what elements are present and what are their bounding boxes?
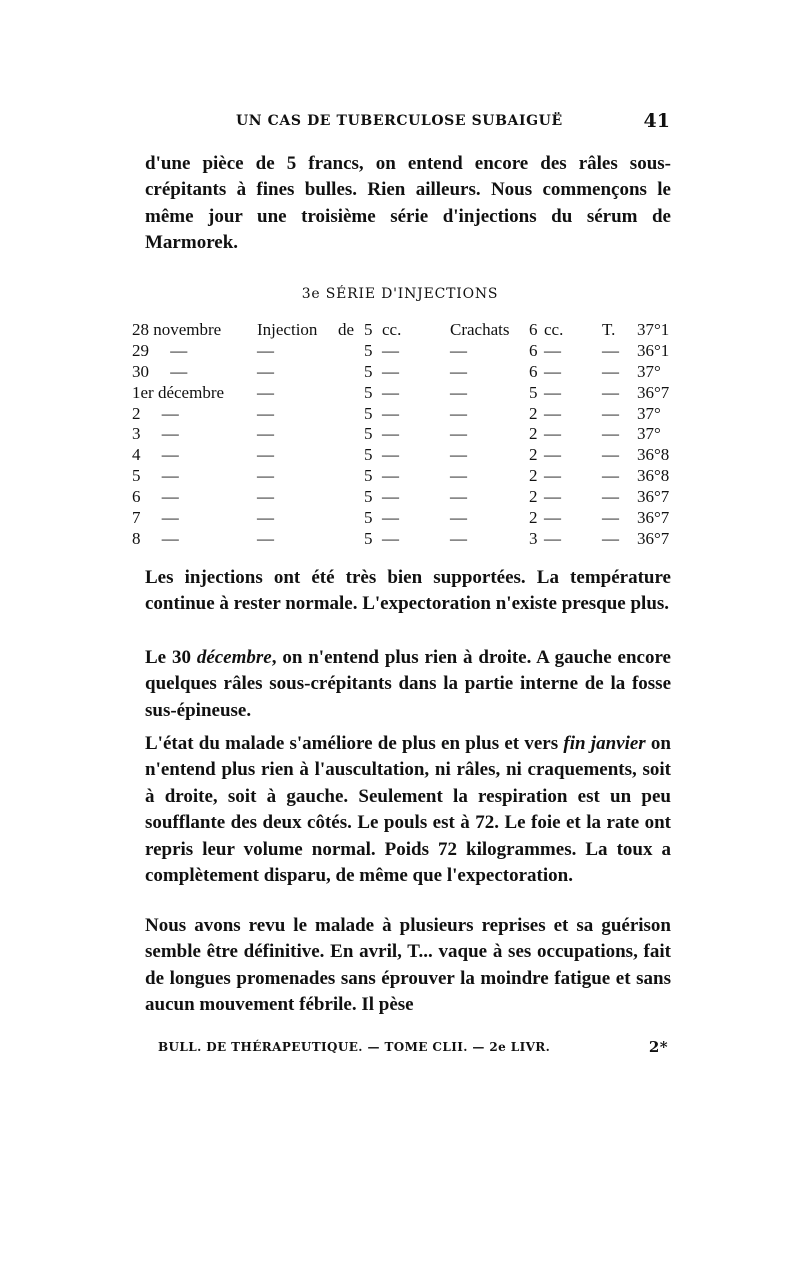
table-cell-n2: 6 [529, 340, 538, 360]
table-cell-n1: 5 [364, 340, 373, 360]
table-cell-cc1: — [382, 340, 399, 360]
table-cell-cc2: — [544, 361, 561, 381]
table-cell-cc1: — [382, 487, 399, 507]
table-cell-cc2: — [544, 487, 561, 507]
table-cell-cc2: — [544, 528, 561, 548]
table-row [132, 341, 680, 362]
table-cell-temp: 36°7 [637, 508, 670, 528]
table-cell-date: 28 novembre [132, 320, 222, 339]
table-cell-n1: 5 [364, 466, 373, 486]
injection-table [132, 320, 680, 550]
table-cell-cra: — [450, 466, 467, 486]
table-cell-t: — [602, 340, 619, 360]
table-cell-cra: — [450, 445, 467, 465]
table-cell-t: T. [602, 320, 616, 339]
table-cell-cra: — [450, 340, 467, 360]
table-row [132, 404, 680, 425]
table-cell-n2: 2 [529, 424, 538, 444]
table-cell-temp: 36°8 [637, 466, 670, 486]
table-cell-n2: 2 [529, 403, 538, 423]
paragraph-3-rest: , on n'entend plus rien à droite. A gauche encore quelques râles sous-crépitants dans la partie interne de la fosse sus-épineuse. [145, 647, 671, 721]
table-cell-temp: 36°7 [637, 487, 670, 507]
table-cell-cra: Crachats [450, 320, 510, 339]
running-title: UN CAS DE TUBERCULOSE SUBAIGUË [236, 113, 563, 129]
table-cell-cc2: — [544, 340, 561, 360]
table-cell-inj: — [257, 487, 274, 507]
table-row [132, 362, 680, 383]
table-cell-n1: 5 [364, 487, 373, 507]
table-cell-cc2: — [544, 424, 561, 444]
paragraph-3-italic: décembre [196, 647, 272, 668]
table-cell-date: 2 — [132, 403, 179, 423]
table-cell-de: de [338, 320, 355, 339]
table-row [132, 529, 680, 550]
table-cell-cc1: — [382, 508, 399, 528]
table-cell-cc1: — [382, 424, 399, 444]
table-cell-date: 30 — [132, 361, 188, 381]
paragraph-3-start: Le 30 [145, 647, 197, 668]
table-row [132, 383, 680, 404]
table-row [132, 487, 680, 508]
table-cell-temp: 37°1 [637, 320, 670, 339]
table-cell-t: — [602, 382, 619, 402]
table-cell-cra: — [450, 528, 467, 548]
table-cell-date: 5 — [132, 466, 179, 486]
table-cell-cra: — [450, 508, 467, 528]
table-cell-cc2: — [544, 445, 561, 465]
table-cell-n1: 5 [364, 403, 373, 423]
table-cell-temp: 36°8 [637, 445, 670, 465]
running-head [138, 110, 674, 137]
table-cell-t: — [602, 508, 619, 528]
table-cell-inj: — [257, 528, 274, 548]
paragraph-5: Nous avons revu le malade à plusieurs reprises et sa guérison semble être définitive. En avril, T... vaque à ses occupations, fait de longues promenades sans éprouver la moindre fatigue et sans aucun mouvement fébrile. Il pèse [145, 915, 671, 1016]
table-cell-cra: — [450, 361, 467, 381]
table-cell-inj: — [257, 508, 274, 528]
table-cell-cra: — [450, 424, 467, 444]
table-cell-n2: 2 [529, 487, 538, 507]
table-cell-n2: 2 [529, 508, 538, 528]
table-cell-n2: 2 [529, 445, 538, 465]
table-cell-cra: — [450, 487, 467, 507]
table-row [132, 320, 680, 341]
table-cell-inj: Injection [257, 320, 318, 339]
table-cell-cc1: — [382, 403, 399, 423]
paragraph-3 [145, 645, 671, 724]
table-cell-cra: — [450, 382, 467, 402]
table-title: 3e SÉRIE D'INJECTIONS [301, 286, 499, 302]
table-cell-n2: 3 [529, 528, 538, 548]
table-cell-date: 8 — [132, 528, 179, 548]
table-cell-cc1: — [382, 466, 399, 486]
table-cell-cc2: — [544, 508, 561, 528]
table-cell-n1: 5 [364, 382, 373, 402]
table-cell-t: — [602, 403, 619, 423]
table-cell-temp: 36°1 [637, 340, 670, 360]
table-cell-n1: 5 [364, 424, 373, 444]
table-cell-cc1: — [382, 445, 399, 465]
table-cell-date: 7 — [132, 508, 179, 528]
table-cell-inj: — [257, 361, 274, 381]
page-number: 41 [643, 110, 670, 132]
table-cell-inj: — [257, 445, 274, 465]
table-cell-cc1: — [382, 382, 399, 402]
table-cell-inj: — [257, 403, 274, 423]
table-cell-cra: — [450, 403, 467, 423]
table-cell-temp: 37° [637, 403, 661, 423]
table-cell-n1: 5 [364, 445, 373, 465]
table-cell-date: 29 — [132, 340, 188, 360]
table-cell-n2: 5 [529, 382, 538, 402]
table-cell-cc1: — [382, 528, 399, 548]
table-cell-date: 1er décembre [132, 382, 225, 402]
table-cell-temp: 37° [637, 424, 661, 444]
table-row [132, 424, 680, 445]
table-cell-n1: 5 [364, 361, 373, 381]
table-cell-t: — [602, 487, 619, 507]
table-cell-cc2: cc. [544, 320, 564, 339]
table-cell-t: — [602, 424, 619, 444]
paragraph-4-italic: fin janvier [563, 733, 646, 754]
table-cell-cc1: cc. [382, 320, 402, 339]
table-row [132, 508, 680, 529]
table-cell-cc2: — [544, 403, 561, 423]
table-cell-inj: — [257, 340, 274, 360]
table-cell-inj: — [257, 424, 274, 444]
table-row [132, 466, 680, 487]
paragraph-2: Les injections ont été très bien supportées. La température continue à rester normale. L'expectoration n'existe presque plus. [145, 567, 671, 615]
table-cell-cc1: — [382, 361, 399, 381]
table-cell-temp: 36°7 [637, 528, 670, 548]
table-cell-n1: 5 [364, 528, 373, 548]
footer [158, 1040, 668, 1062]
table-cell-t: — [602, 361, 619, 381]
paragraph-4-rest: on n'entend plus rien à l'auscultation, ni râles, ni craquements, soit à droite, soit à gauche. Seulement la respiration est un peu soufflante des deux côtés. Le pouls est à 72. Le foie et la rate ont repris leur volume normal. Poids 72 kilogrammes. La toux a complètement disparu, de même que l'expectoration. [145, 733, 671, 887]
table-cell-n2: 6 [529, 361, 538, 381]
table-cell-n1: 5 [364, 508, 373, 528]
table-cell-cc2: — [544, 466, 561, 486]
table-cell-temp: 37° [637, 361, 661, 381]
table-cell-n2: 6 [529, 320, 538, 339]
footer-text: BULL. DE THÉRAPEUTIQUE. — TOME CLII. — 2e LIVR. [158, 1040, 551, 1054]
table-cell-date: 4 — [132, 445, 179, 465]
table-cell-n2: 2 [529, 466, 538, 486]
table-cell-temp: 36°7 [637, 382, 670, 402]
table-cell-inj: — [257, 466, 274, 486]
table-cell-n1: 5 [364, 320, 373, 339]
paragraph-4 [145, 731, 671, 889]
table-cell-date: 3 — [132, 424, 179, 444]
table-cell-date: 6 — [132, 487, 179, 507]
table-row [132, 445, 680, 466]
paragraph-4-start: L'état du malade s'améliore de plus en plus et vers [145, 733, 564, 754]
table-cell-t: — [602, 445, 619, 465]
table-cell-inj: — [257, 382, 274, 402]
signature-mark: 2* [648, 1038, 668, 1056]
table-cell-t: — [602, 466, 619, 486]
table-cell-t: — [602, 528, 619, 548]
paragraph-1: d'une pièce de 5 francs, on entend encore des râles sous-crépitants à fines bulles. Rien ailleurs. Nous commençons le même jour une troisième série d'injections du sérum de Marmorek. [145, 153, 671, 254]
table-cell-cc2: — [544, 382, 561, 402]
